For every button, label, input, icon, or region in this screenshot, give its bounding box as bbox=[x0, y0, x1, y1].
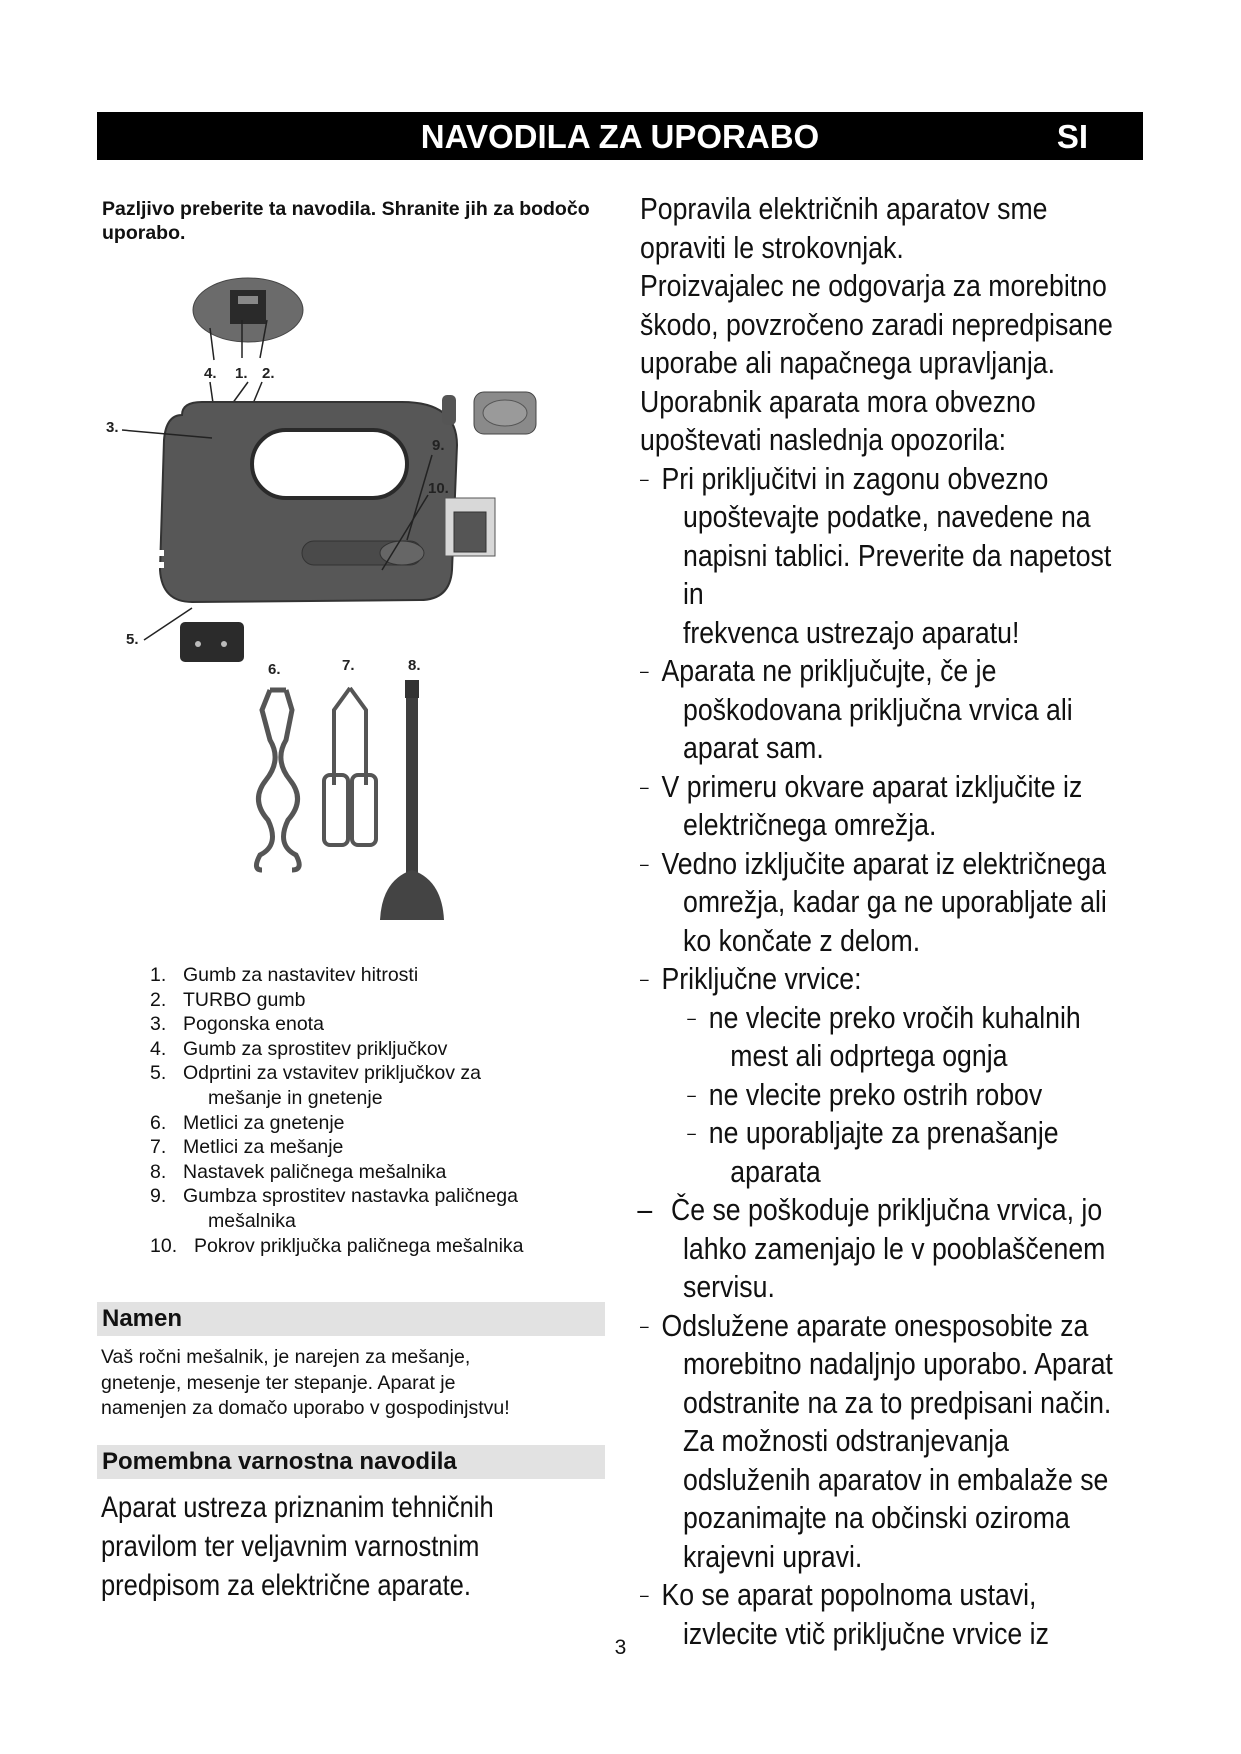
part-item: 8. Nastavek paličnega mešalnika bbox=[150, 1160, 447, 1183]
blender-attachment bbox=[405, 680, 419, 698]
part-item: 5. Odprtini za vstavitev priključkov za mešanje in gnetenje bbox=[150, 1062, 482, 1109]
hand-mixer-illustration bbox=[102, 270, 622, 950]
callout-7: 7. bbox=[342, 657, 355, 674]
part-item: 4. Gumb za sprostitev priključkov bbox=[150, 1037, 448, 1060]
callout-9: 9. bbox=[432, 437, 445, 454]
part-item: 7. Metlici za mešanje bbox=[150, 1136, 344, 1159]
mixing-whisks bbox=[324, 688, 376, 845]
part-item: 6. Metlici za gnetenje bbox=[150, 1111, 345, 1134]
callout-4: 4. bbox=[204, 365, 217, 382]
list-item: – Ko se aparat popolnoma ustavi, izvlecite vtič priključne vrvice iz bbox=[640, 1577, 1049, 1651]
callout-10: 10. bbox=[428, 480, 449, 497]
section-heading-namen: Namen bbox=[97, 1302, 605, 1336]
callout-1: 1. bbox=[235, 365, 248, 382]
page-title: NAVODILA ZA UPORABO bbox=[420, 118, 820, 155]
list-item: – Odslužene aparate onesposobite za morebitno nadaljnjo uporabo. Aparat odstranite na za to predpisani način. Za možnosti odstranjevanja odsluženih aparatov in embalaže se pozanimajte na občinski oziroma krajevni upravi. bbox=[640, 1307, 1113, 1574]
callout-6: 6. bbox=[268, 661, 281, 678]
safety-text: Aparat ustreza priznanim tehničnih pravilom ter veljavnim varnostnim predpisom za električne aparate. bbox=[101, 1491, 494, 1602]
list-item: – Priključne vrvice: bbox=[640, 961, 862, 996]
callout-2: 2. bbox=[262, 365, 275, 382]
page-number: 3 bbox=[614, 1636, 627, 1659]
kneading-hooks bbox=[256, 690, 299, 870]
namen-text: Vaš ročni mešalnik, je narejen za mešanje, gnetenje, mesenje ter stepanje. Aparat je namenjen za domačo uporabo v gospodinjstvu! bbox=[101, 1346, 510, 1419]
part-item: 1. Gumb za nastavitev hitrosti bbox=[150, 964, 419, 986]
part-item: 3. Pogonska enota bbox=[150, 1013, 324, 1036]
sub-list-item: – ne uporabljajte za prenašanje aparata bbox=[687, 1115, 1059, 1189]
list-item: – Vedno izključite aparat iz električnega omrežja, kadar ga ne uporabljate ali ko končate z delom. bbox=[640, 845, 1107, 958]
paragraph: Proizvajalec ne odgovarja za morebitno škodo, povzročeno zaradi nepredpisane uporabe ali napačnega upravljanja. bbox=[640, 268, 1113, 380]
right-column-text bbox=[637, 190, 1122, 1653]
callout-8: 8. bbox=[408, 657, 421, 674]
list-item: – Pri priključitvi in zagonu obvezno upoštevajte podatke, navedene na napisni tablici. Preverite da napetost in frekvenca ustrezajo aparatu! bbox=[640, 460, 1112, 650]
section-heading-safety: Pomembna varnostna navodila bbox=[97, 1445, 605, 1479]
callout-3: 3. bbox=[106, 419, 119, 436]
part-item: 9. Gumbza sprostitev nastavka paličnega mešalnika bbox=[150, 1185, 518, 1232]
part-item: 2. TURBO gumb bbox=[150, 988, 306, 1011]
list-item: – Aparata ne priključujte, če je poškodovana priključna vrvica ali aparat sam. bbox=[640, 653, 1073, 765]
list-item: – V primeru okvare aparat izključite iz električnega omrežja. bbox=[640, 768, 1083, 842]
sub-list-item: – ne vlecite preko ostrih robov bbox=[687, 1076, 1043, 1112]
attachment-socket bbox=[180, 622, 244, 662]
paragraph: Popravila električnih aparatov sme opraviti le strokovnjak. bbox=[640, 191, 1048, 265]
callout-5: 5. bbox=[126, 631, 139, 648]
sub-list-item: – ne vlecite preko vročih kuhalnih mest ali odprtega ognja bbox=[687, 999, 1081, 1073]
page-header bbox=[97, 112, 1143, 160]
handle-opening bbox=[252, 430, 407, 498]
language-code: SI bbox=[1056, 118, 1088, 155]
part-item: 10. Pokrov priključka paličnega mešalnika bbox=[150, 1234, 524, 1257]
paragraph: Uporabnik aparata mora obvezno upoštevati naslednja opozorila: bbox=[640, 383, 1036, 457]
intro-text: Pazljivo preberite ta navodila. Shranite jih za bodočo uporabo. bbox=[102, 198, 590, 244]
list-item: – Če se poškoduje priključna vrvica, jo lahko zamenjajo le v pooblaščenem servisu. bbox=[637, 1192, 1106, 1304]
parts-list bbox=[150, 963, 610, 1258]
